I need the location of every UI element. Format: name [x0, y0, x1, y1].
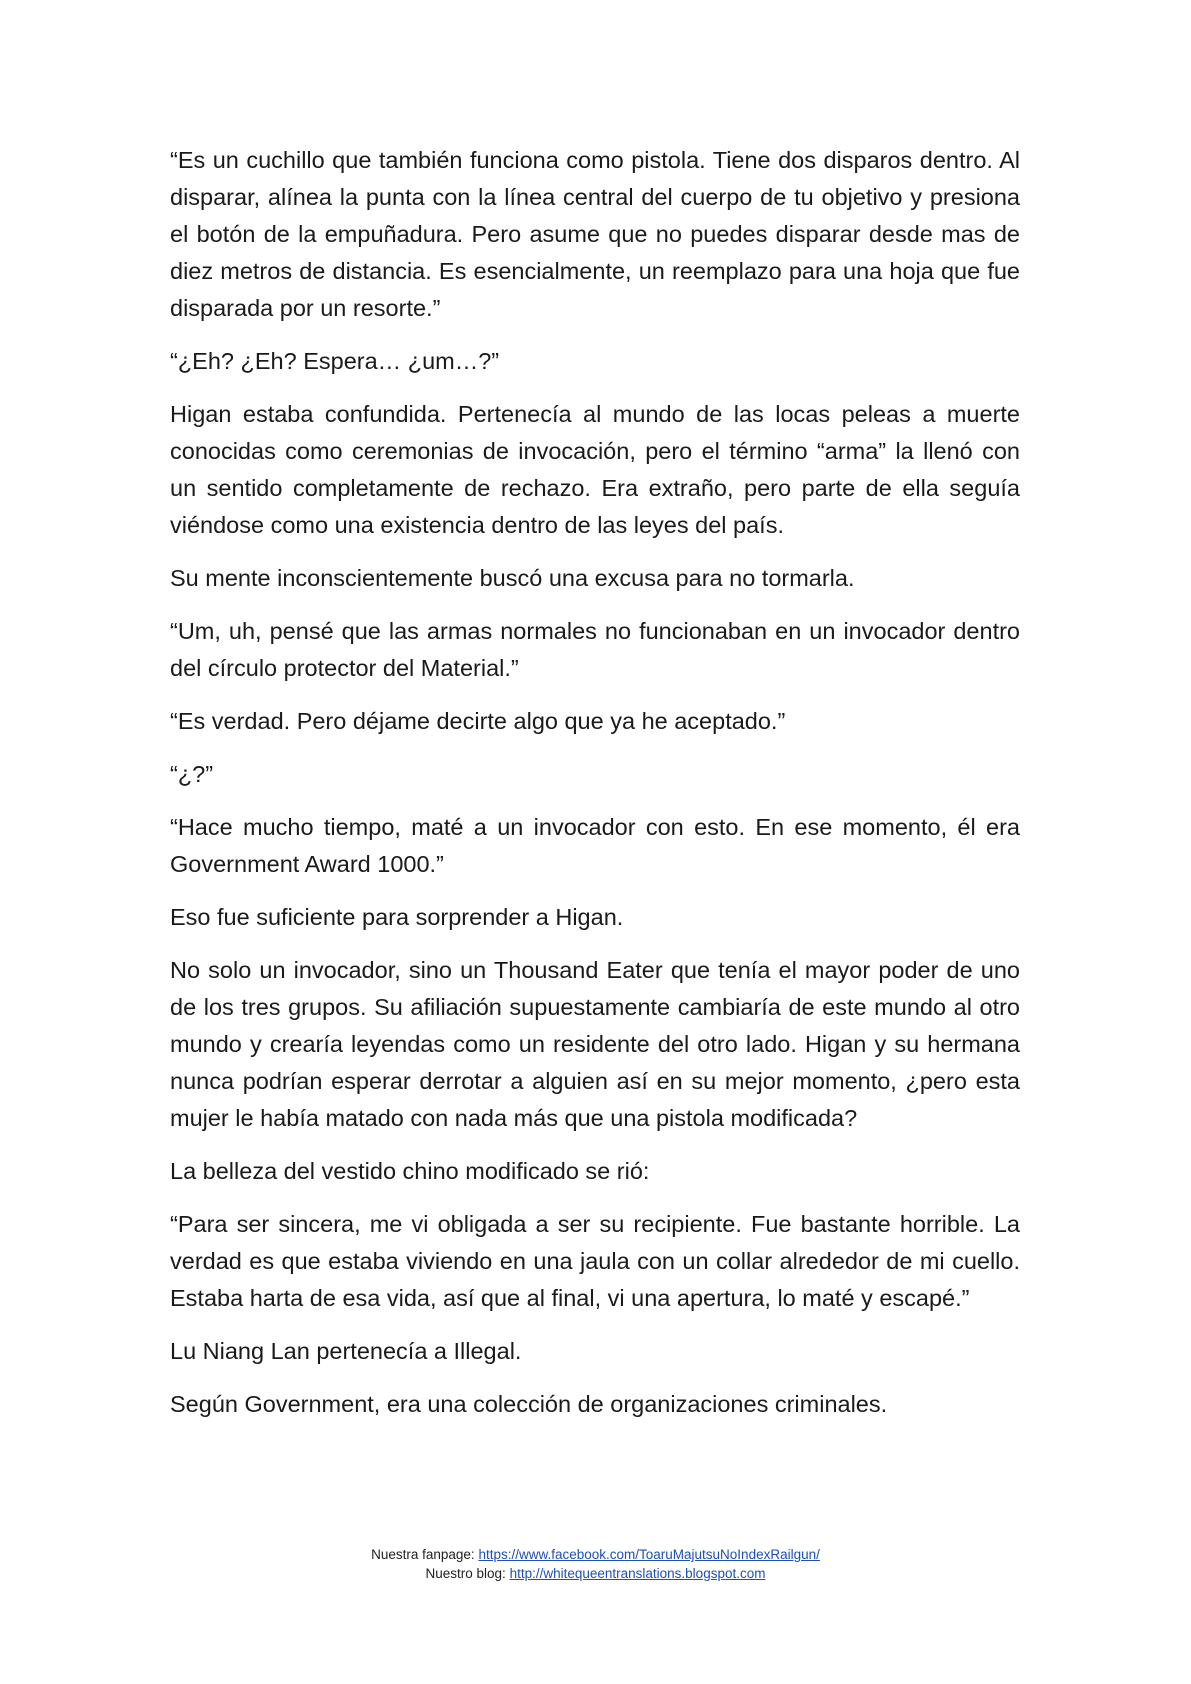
paragraph-14: Según Government, era una colección de organizaciones criminales.: [170, 1391, 888, 1417]
paragraph-2: “¿Eh? ¿Eh? Espera… ¿um…?”: [170, 348, 500, 374]
paragraph-5: “Um, uh, pensé que las armas normales no funcionaban en un invocador dentro del círculo protector del Material.”: [170, 618, 1020, 681]
paragraph-7: “¿?”: [170, 761, 214, 787]
blog-label: Nuestro blog:: [425, 1566, 510, 1581]
paragraph-11: La belleza del vestido chino modificado se rió:: [170, 1158, 650, 1184]
paragraph-1: “Es un cuchillo que también funciona como pistola. Tiene dos disparos dentro. Al disparar, alínea la punta con la línea central del cuerpo de tu objetivo y presiona el botón de la empuñadura. Pero asume que no puedes disparar desde mas de diez metros de distancia. Es esencialmente, un reemplazo para una hoja que fue disparada por un resorte.”: [170, 147, 1020, 321]
fanpage-line: [0, 1545, 1191, 1564]
page-footer: [0, 1545, 1191, 1583]
paragraph-12: “Para ser sincera, me vi obligada a ser su recipiente. Fue bastante horrible. La verdad es que estaba viviendo en una jaula con un collar alrededor de mi cuello. Estaba harta de esa vida, así que al final, vi una apertura, lo maté y escapé.”: [170, 1211, 1020, 1311]
paragraph-10: No solo un invocador, sino un Thousand Eater que tenía el mayor poder de uno de los tres grupos. Su afiliación supuestamente cambiaría de este mundo al otro mundo y crearía leyendas como un residente del otro lado. Higan y su hermana nunca podrían esperar derrotar a alguien así en su mejor momento, ¿pero esta mujer le había matado con nada más que una pistola modificada?: [170, 957, 1020, 1131]
paragraph-13: Lu Niang Lan pertenecía a Illegal.: [170, 1338, 522, 1364]
blog-link[interactable]: http://whitequeentranslations.blogspot.com: [509, 1566, 766, 1581]
paragraph-3: Higan estaba confundida. Pertenecía al mundo de las locas peleas a muerte conocidas como ceremonias de invocación, pero el término “arma” la llenó con un sentido completamente de rechazo. Era extraño, pero parte de ella seguía viéndose como una existencia dentro de las leyes del país.: [170, 401, 1020, 538]
paragraph-8: “Hace mucho tiempo, maté a un invocador con esto. En ese momento, él era Government Award 1000.”: [170, 814, 1020, 877]
fanpage-link[interactable]: https://www.facebook.com/ToaruMajutsuNoIndexRailgun/: [478, 1547, 820, 1562]
document-body: [170, 142, 1020, 1439]
blog-line: [0, 1564, 1191, 1583]
paragraph-9: Eso fue suficiente para sorprender a Higan.: [170, 904, 624, 930]
fanpage-label: Nuestra fanpage:: [371, 1547, 479, 1562]
paragraph-6: “Es verdad. Pero déjame decirte algo que ya he aceptado.”: [170, 708, 786, 734]
paragraph-4: Su mente inconscientemente buscó una excusa para no tormarla.: [170, 565, 855, 591]
